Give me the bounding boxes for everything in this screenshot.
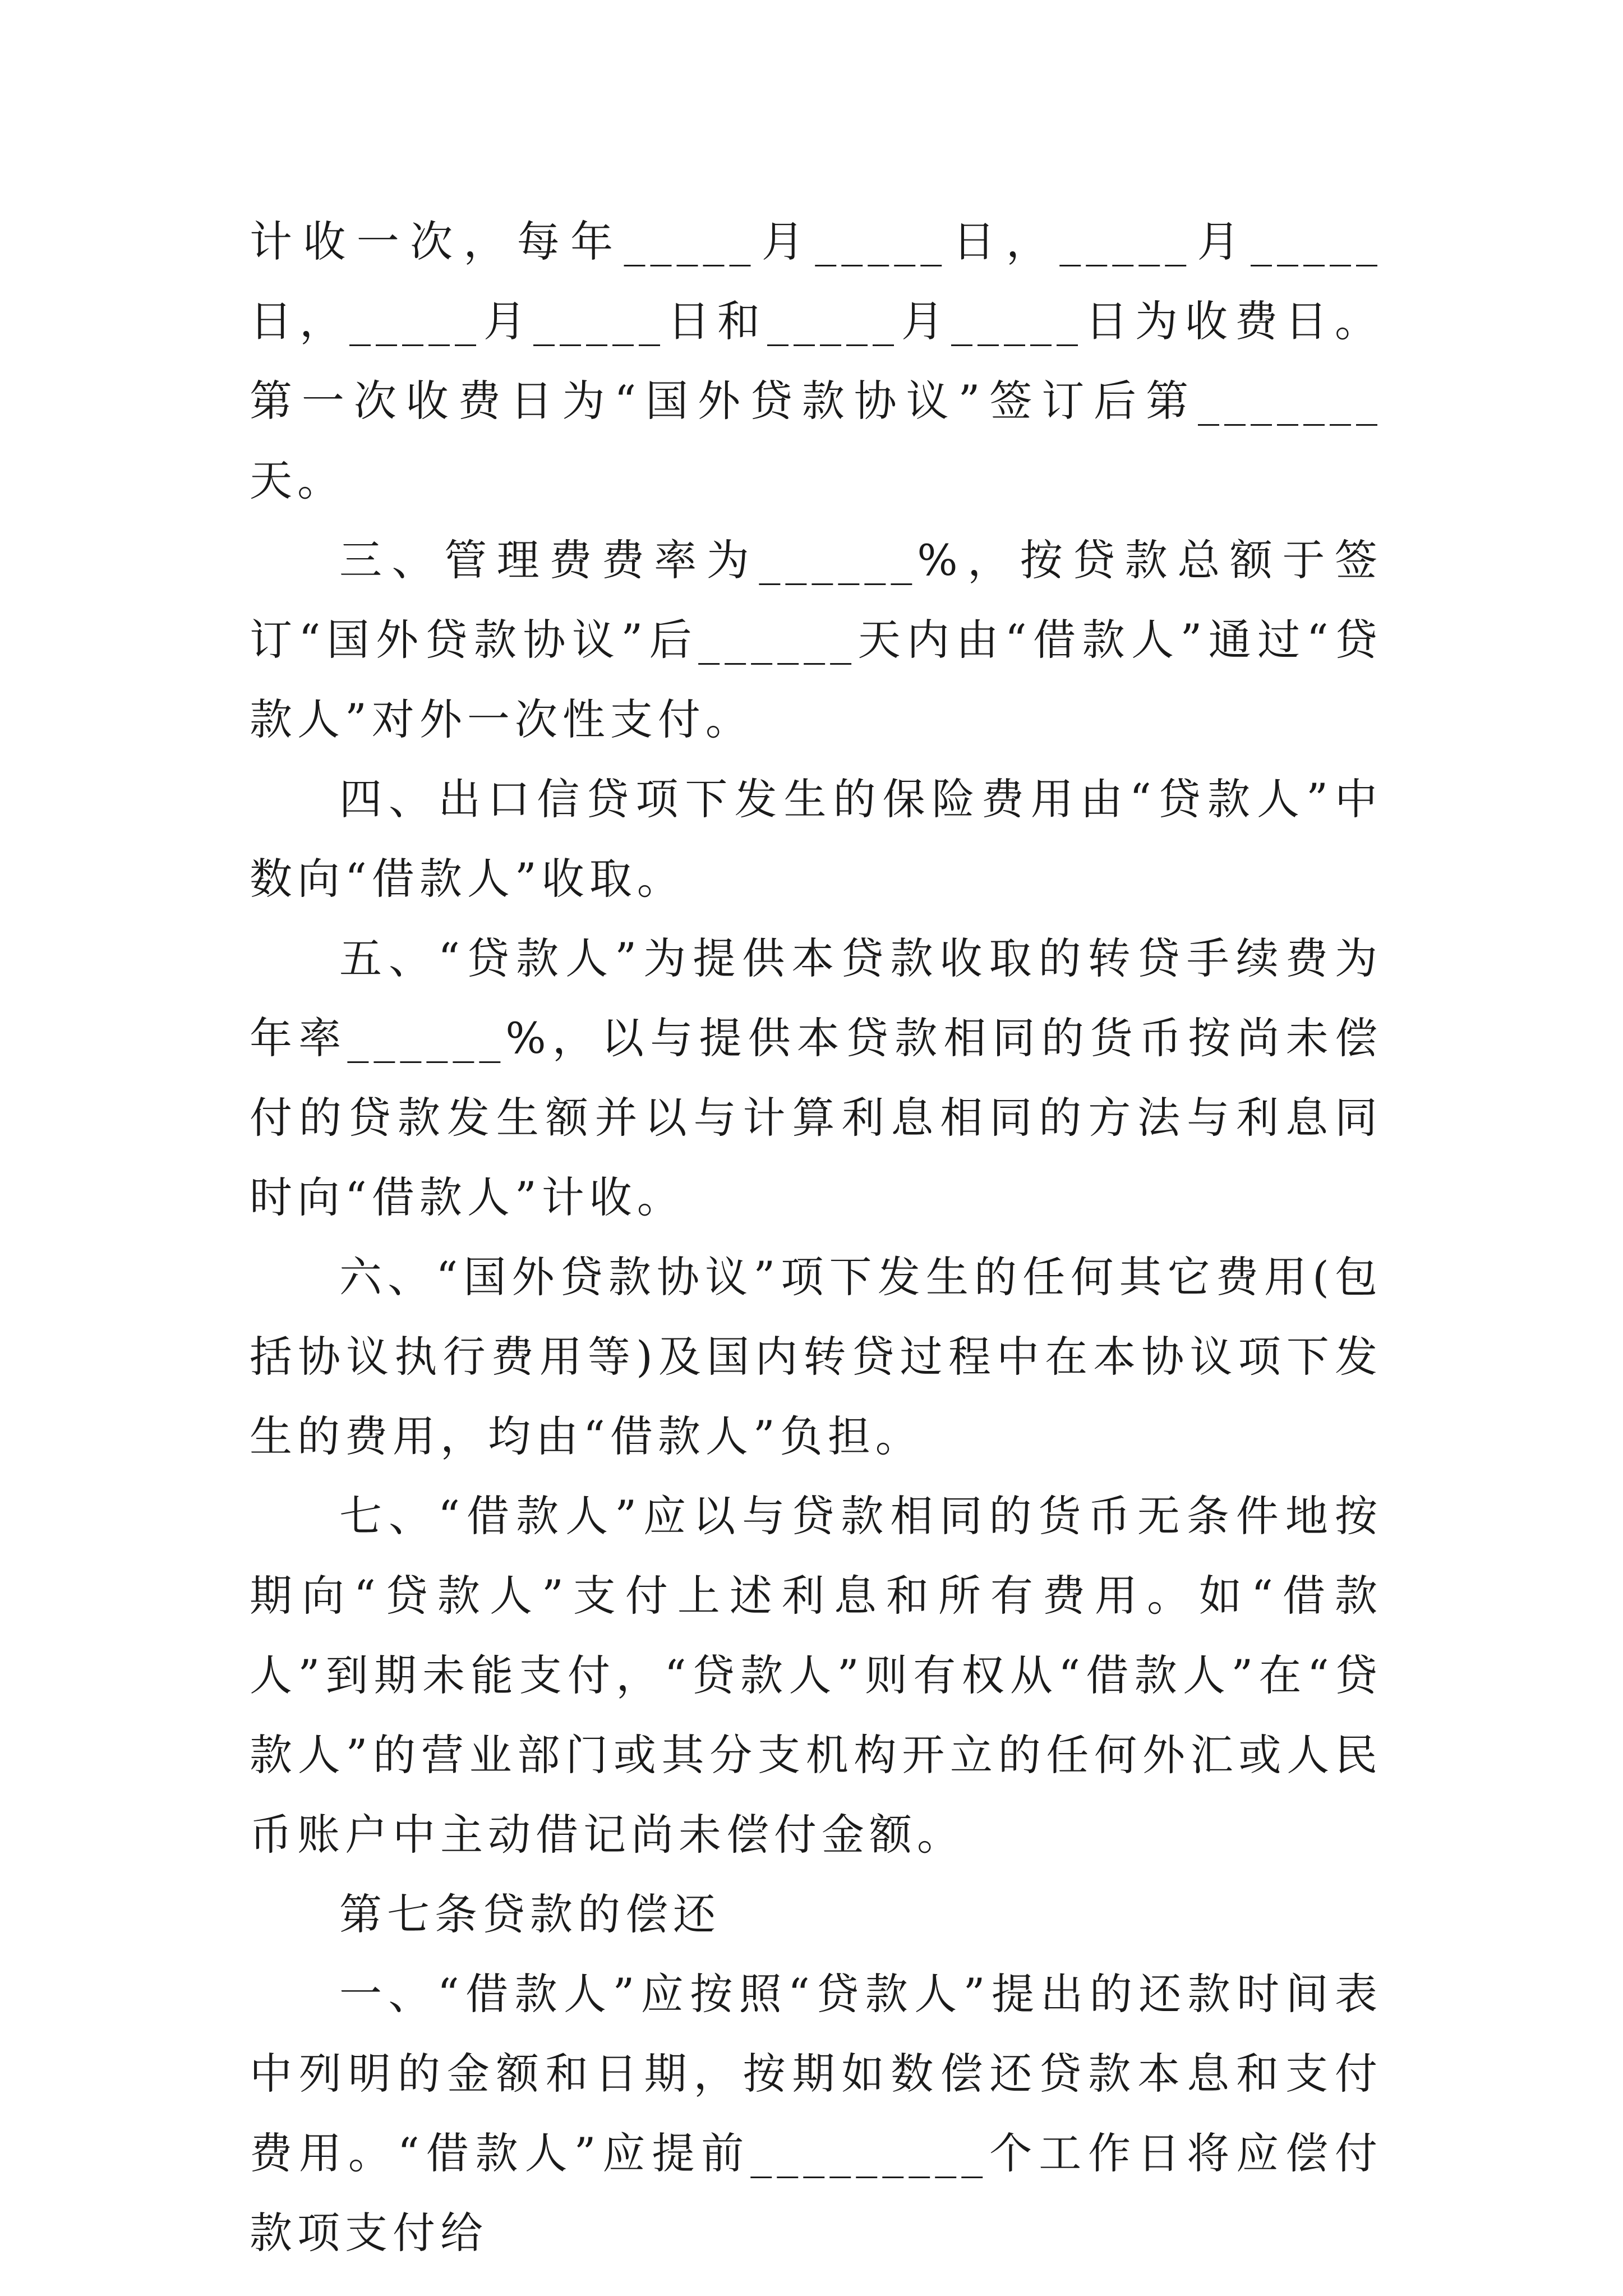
paragraph-onlending-fee: 五、“贷款人”为提供本贷款收取的转贷手续费为年率______%，以与提供本贷款相同的货币按尚未偿付的贷款发生额并以与计算利息相同的方法与利息同时向“借款人”计收。 xyxy=(250,933,1382,1222)
paragraph-fee-dates: 计收一次，每年_____月_____日，_____月_____日，_____月_____日和_____月_____日为收费日。第一次收费日为“国外贷款协议”签订后第_______天。 xyxy=(250,217,1382,505)
paragraph-insurance-fee: 四、出口信贷项下发生的保险费用由“贷款人”中数向“借款人”收取。 xyxy=(250,774,1382,904)
section-heading-repayment: 第七条贷款的偿还 xyxy=(339,1889,721,1939)
paragraph-repayment-schedule: 一、“借款人”应按照“贷款人”提出的还款时间表中列明的金额和日期，按期如数偿还贷款本息和支付费用。“借款人”应提前_________个工作日将应偿付款项支付给 xyxy=(250,1969,1382,2258)
paragraph-other-fees: 六、“国外贷款协议”项下发生的任何其它费用(包括协议执行费用等)及国内转贷过程中在本协议项下发生的费用，均由“借款人”负担。 xyxy=(250,1252,1382,1461)
document-body xyxy=(250,202,1382,2273)
paragraph-management-fee: 三、管理费费率为______%，按贷款总额于签订“国外贷款协议”后______天内由“借款人”通过“贷款人”对外一次性支付。 xyxy=(250,535,1382,744)
paragraph-payment-obligation: 七、“借款人”应以与贷款相同的货币无条件地按期向“贷款人”支付上述利息和所有费用。如“借款人”到期未能支付，“贷款人”则有权从“借款人”在“贷款人”的营业部门或其分支机构开立的任何外汇或人民币账户中主动借记尚未偿付金额。 xyxy=(250,1491,1382,1860)
